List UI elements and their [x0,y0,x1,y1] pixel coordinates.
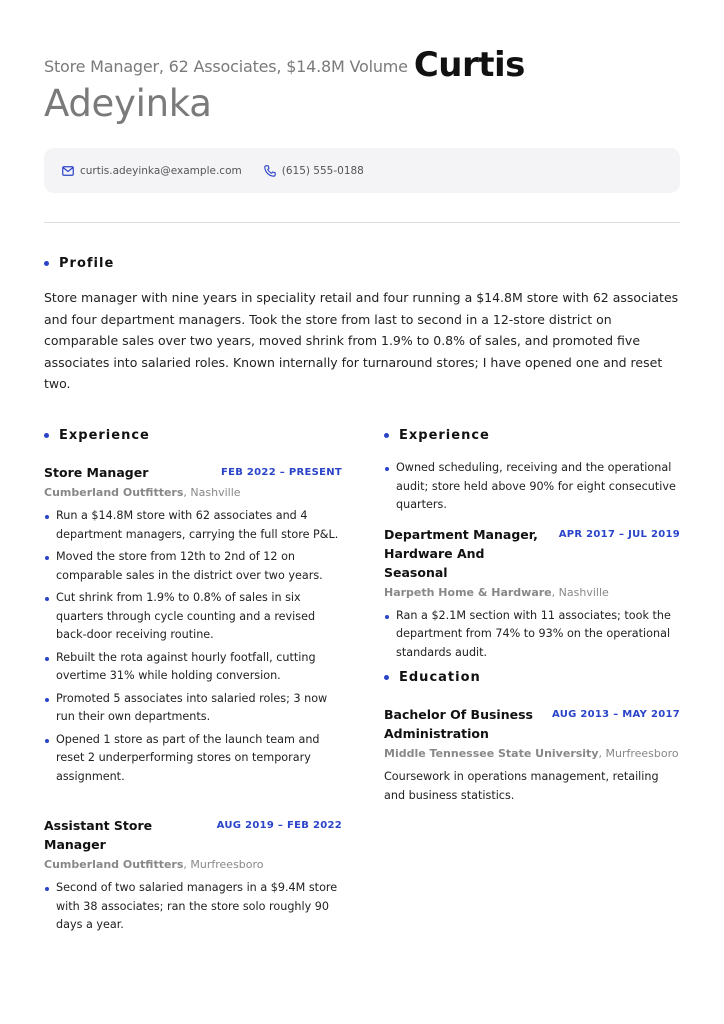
profile-section [44,256,680,395]
job-bullets [44,507,342,786]
resume-header [44,44,680,125]
degree-title-line: Bachelor Of Business [384,707,533,722]
first-name: Curtis [413,45,525,85]
contact-email[interactable] [62,165,242,177]
school [384,747,680,760]
job-dates: AUG 2019 – FEB 2022 [216,820,342,831]
list-item: Owned scheduling, receiving and the operational audit; store held above 90% for eight consecutive quarters. [384,459,680,515]
list-item: Promoted 5 associates into salaried roles; 3 now run their own departments. [44,690,342,727]
education-heading-text: Education [399,670,481,685]
envelope-icon [62,166,74,176]
phone-icon [264,165,276,177]
resume-page [44,0,680,1024]
list-item: Second of two salaried managers in a $9.4M store with 38 associates; ran the store solo roughly 90 days a year. [44,879,342,935]
headline [44,44,680,85]
job-bullets [384,607,680,663]
experience-continued-heading [384,428,680,443]
job-org [384,586,680,599]
contact-phone[interactable] [264,165,364,177]
job-store-manager [44,463,342,786]
list-item: Rebuilt the rota against hourly footfall, cutting overtime 31% while holding conversion. [44,649,342,686]
continued-bullets [384,459,680,515]
headline-subtitle: Store Manager, 62 Associates, $14.8M Volume [44,57,408,76]
degree-title-line: Administration [384,726,489,741]
left-column [44,428,342,939]
experience-heading-text: Experience [59,428,150,443]
job-department-manager [384,525,680,663]
education-dates: AUG 2013 – MAY 2017 [551,709,680,720]
job-title-line: Hardware And Seasonal [384,545,485,580]
bullet-dot-icon [44,261,49,266]
education-heading [384,670,680,685]
phone-text[interactable]: (615) 555-0188 [281,164,364,177]
job-title: Assistant Store Manager [44,818,153,852]
experience-heading [44,428,342,443]
job-title: Store Manager [44,465,149,480]
header-divider [44,222,680,223]
profile-heading-text: Profile [59,256,115,271]
profile-text: Store manager with nine years in speciality retail and four running a $14.8M store with 62 associates and four department managers. Took the store from last to second in a 12-store district on comparable sales over two years, moved shrink from 1.9% to 0.8% of sales, and promoted five associates into salaried roles. Known internally for turnaround stores; I have opened one and reset two. [44,290,679,391]
list-item: Run a $14.8M store with 62 associates and 4 department managers, carrying the full store P&L. [44,507,342,544]
job-org [44,486,342,499]
school-name: Middle Tennessee State University [384,747,599,760]
list-item: Moved the store from 12th to 2nd of 12 on comparable sales in the district over two years. [44,548,342,585]
job-title-line: Department Manager, [384,526,538,542]
org-name: Harpeth Home & Hardware [384,585,552,599]
list-item: Cut shrink from 1.9% to 0.8% of sales in six quarters through cycle counting and a revised back-door receiving routine. [44,589,342,645]
bullet-dot-icon [384,433,389,438]
experience-heading-text: Experience [399,428,490,443]
job-dates: APR 2017 – JUL 2019 [558,528,680,540]
list-item: Ran a $2.1M section with 11 associates; took the department from 74% to 93% on the operational standards audit. [384,607,680,663]
profile-heading [44,256,680,271]
right-column [384,428,680,805]
org-name: Cumberland Outfitters [44,858,184,871]
job-bullets [44,879,342,935]
bullet-dot-icon [384,675,389,680]
degree-title [384,705,533,743]
bullet-dot-icon [44,433,49,438]
last-name: Adeyinka [44,82,212,125]
education-note: Coursework in operations management, retailing and business statistics. [384,770,659,802]
contact-bar [44,148,680,193]
job-org [44,858,342,871]
job-assistant-store-manager [44,816,342,935]
education-entry [384,705,680,805]
job-title [384,525,551,582]
email-text[interactable]: curtis.adeyinka@example.com [80,164,242,177]
list-item: Opened 1 store as part of the launch team and reset 2 underperforming stores on temporary assignment. [44,731,342,787]
org-location: , Nashville [183,486,241,499]
org-location: , Nashville [551,585,609,599]
org-name: Cumberland Outfitters [44,486,184,499]
org-location: , Murfreesboro [183,858,264,871]
job-dates: FEB 2022 – PRESENT [220,467,342,478]
school-location: , Murfreesboro [598,747,679,760]
